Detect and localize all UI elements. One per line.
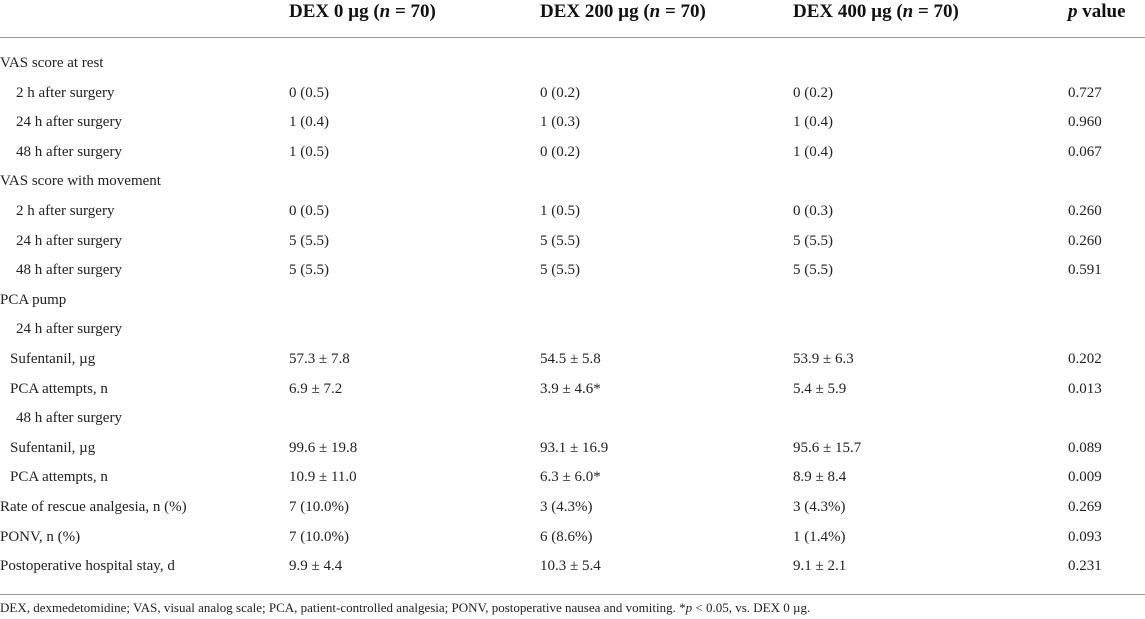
cell-dex-400: 1 (0.4) [793, 143, 833, 160]
table-footnote: DEX, dexmedetomidine; VAS, visual analog scale; PCA, patient-controlled analgesia; PONV, postoperative nausea and vomiting. *p < 0.05, vs. DEX 0 µg. [0, 600, 811, 615]
row-label: PCA attempts, n [10, 469, 108, 486]
cell-dex-200: 0 (0.2) [540, 84, 580, 101]
cell-dex-0: 99.6 ± 19.8 [289, 439, 358, 456]
cell-dex-0: 0 (0.5) [289, 202, 329, 219]
cell-dex-0: 10.9 ± 11.0 [289, 469, 357, 486]
table-row [0, 78, 1145, 108]
row-label: 24 h after surgery [16, 321, 122, 338]
header-p-value: p value [1068, 1, 1126, 22]
cell-dex-0: 0 (0.5) [289, 84, 329, 101]
cell-dex-0: 9.9 ± 4.4 [289, 558, 343, 575]
table-row [0, 137, 1145, 167]
table-row [0, 255, 1145, 285]
table-row [0, 285, 1145, 315]
table-row [0, 344, 1145, 374]
table-row [0, 374, 1145, 404]
cell-p-value: 0.009 [1068, 469, 1102, 486]
cell-dex-0: 1 (0.4) [289, 114, 329, 131]
cell-dex-200: 3.9 ± 4.6* [540, 380, 601, 397]
cell-p-value: 0.591 [1068, 262, 1102, 279]
row-label: VAS score at rest [0, 55, 104, 71]
table-row [0, 48, 1145, 78]
table-row [0, 462, 1145, 492]
cell-dex-400: 1 (1.4%) [793, 528, 846, 545]
row-label: VAS score with movement [0, 173, 161, 190]
cell-dex-200: 5 (5.5) [540, 232, 580, 249]
header-dex-400: DEX 400 µg (n = 70) [793, 1, 959, 22]
table-row [0, 403, 1145, 433]
cell-dex-200: 5 (5.5) [540, 262, 580, 279]
cell-dex-200: 6.3 ± 6.0* [540, 469, 601, 486]
header-dex-0: DEX 0 µg (n = 70) [289, 1, 436, 22]
cell-p-value: 0.960 [1068, 114, 1102, 131]
table-row [0, 433, 1145, 463]
table-row [0, 166, 1145, 196]
table-row [0, 551, 1145, 581]
cell-dex-200: 93.1 ± 16.9 [540, 439, 609, 456]
row-label: Sufentanil, µg [10, 350, 96, 367]
table-bottom-rule [0, 594, 1145, 595]
row-label: PCA attempts, n [10, 380, 108, 397]
header-divider [0, 37, 1145, 38]
cell-dex-400: 9.1 ± 2.1 [793, 558, 847, 575]
cell-dex-200: 6 (8.6%) [540, 528, 593, 545]
table-body [0, 48, 1145, 581]
cell-dex-400: 5 (5.5) [793, 232, 833, 249]
row-label: PCA pump [0, 291, 67, 308]
cell-dex-0: 7 (10.0%) [289, 498, 349, 515]
table-row [0, 314, 1145, 344]
row-label: PONV, n (%) [0, 528, 81, 545]
cell-dex-400: 0 (0.3) [793, 202, 833, 219]
cell-dex-400: 1 (0.4) [793, 114, 833, 131]
row-label: 2 h after surgery [16, 202, 115, 219]
cell-p-value: 0.089 [1068, 439, 1102, 456]
cell-dex-0: 7 (10.0%) [289, 528, 349, 545]
cell-dex-400: 0 (0.2) [793, 84, 833, 101]
cell-p-value: 0.013 [1068, 380, 1102, 397]
cell-dex-400: 5.4 ± 5.9 [793, 380, 847, 397]
row-label: 24 h after surgery [16, 114, 122, 131]
row-label: 48 h after surgery [16, 143, 122, 160]
cell-p-value: 0.231 [1068, 558, 1102, 575]
row-label: 2 h after surgery [16, 84, 115, 101]
cell-dex-0: 5 (5.5) [289, 262, 329, 279]
cell-dex-200: 54.5 ± 5.8 [540, 350, 601, 367]
cell-dex-400: 95.6 ± 15.7 [793, 439, 862, 456]
table-row [0, 492, 1145, 522]
row-label: 48 h after surgery [16, 262, 122, 279]
table-row [0, 226, 1145, 256]
cell-dex-200: 3 (4.3%) [540, 498, 593, 515]
cell-p-value: 0.269 [1068, 498, 1102, 515]
cell-p-value: 0.067 [1068, 143, 1102, 160]
cell-p-value: 0.260 [1068, 202, 1102, 219]
cell-p-value: 0.727 [1068, 84, 1102, 101]
cell-dex-400: 3 (4.3%) [793, 498, 846, 515]
cell-dex-0: 57.3 ± 7.8 [289, 350, 350, 367]
cell-p-value: 0.202 [1068, 350, 1102, 367]
header-dex-200: DEX 200 µg (n = 70) [540, 1, 706, 22]
cell-dex-400: 53.9 ± 6.3 [793, 350, 854, 367]
row-label: Rate of rescue analgesia, n (%) [0, 498, 187, 515]
row-label: Postoperative hospital stay, d [0, 558, 175, 575]
cell-dex-0: 1 (0.5) [289, 143, 329, 160]
cell-p-value: 0.093 [1068, 528, 1102, 545]
cell-dex-200: 1 (0.5) [540, 202, 580, 219]
table-row [0, 522, 1145, 552]
row-label: 48 h after surgery [16, 410, 122, 427]
table-row [0, 107, 1145, 137]
row-label: 24 h after surgery [16, 232, 122, 249]
cell-dex-0: 5 (5.5) [289, 232, 329, 249]
cell-p-value: 0.260 [1068, 232, 1102, 249]
table-row [0, 196, 1145, 226]
cell-dex-200: 0 (0.2) [540, 143, 580, 160]
cell-dex-400: 5 (5.5) [793, 262, 833, 279]
cell-dex-400: 8.9 ± 8.4 [793, 469, 847, 486]
row-label: Sufentanil, µg [10, 439, 96, 456]
cell-dex-0: 6.9 ± 7.2 [289, 380, 343, 397]
cell-dex-200: 1 (0.3) [540, 114, 580, 131]
cell-dex-200: 10.3 ± 5.4 [540, 558, 601, 575]
